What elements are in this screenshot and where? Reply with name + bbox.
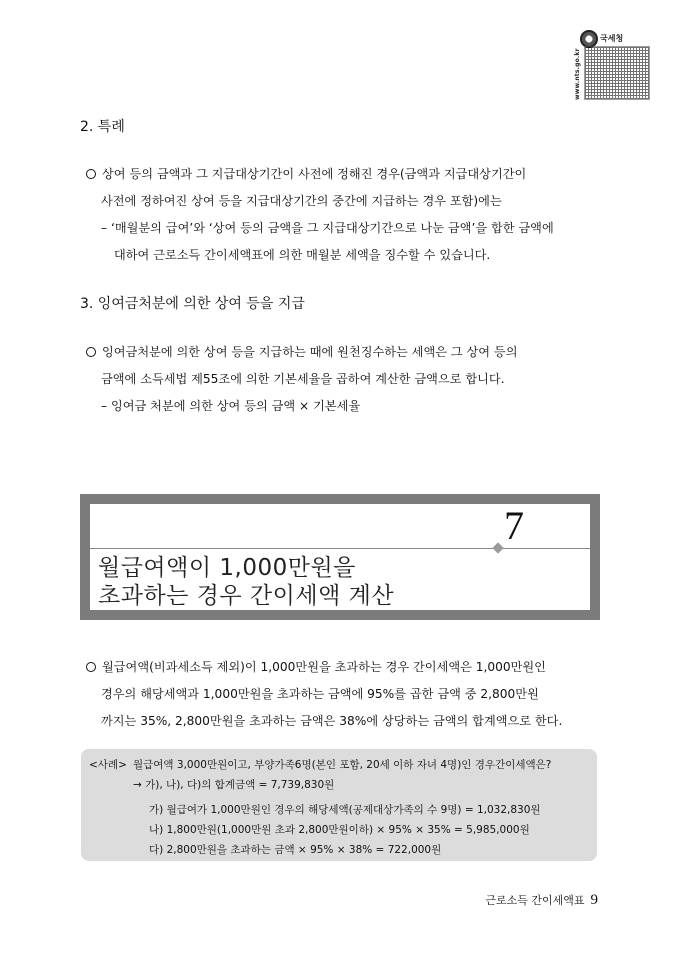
section-2-dash-line-1: – ‘매월분의 급여’와 ‘상여 등의 금액을 그 지급대상기간으로 나눈 금액’을 합한 금액에 (101, 221, 554, 235)
section-2-body (86, 161, 616, 269)
logo-url: www.nts.go.kr (574, 48, 581, 100)
nts-logo (574, 30, 650, 98)
chapter-number: 7 (504, 503, 524, 548)
section-2-dash-line-2: 대하여 근로소득 간이세액표에 의한 매월분 세액을 징수할 수 있습니다. (114, 248, 491, 262)
section-7-bullet-line-2: 경우의 해당세액과 1,000만원을 초과하는 금액에 95%를 곱한 금액 중 2,800만원 (101, 687, 539, 701)
footer-title: 근로소득 간이세액표 (485, 894, 585, 907)
example-label: <사례> (89, 759, 127, 771)
section-2-bullet-line-1: 상여 등의 금액과 그 지급대상기간이 사전에 정해진 경우(금액과 지급대상기간이 (86, 161, 616, 188)
bullet-icon (86, 347, 96, 357)
example-question: 월급여액 3,000만원이고, 부양가족6명(본인 포함, 20세 이하 자녀 4명)인 경우간이세액은? (133, 759, 552, 771)
bullet-icon (86, 662, 96, 672)
chapter-title-line-2: 초과하는 경우 간이세액 계산 (98, 583, 395, 609)
example-item-1: 가) 월급여가 1,000만원인 경우의 해당세액(공제대상가족의 수 9명) = 1,032,830원 (149, 804, 541, 816)
example-box (81, 749, 597, 861)
example-item-3: 다) 2,800만원을 초과하는 금액 × 95% × 38% = 722,000원 (149, 844, 442, 856)
qr-code-icon (584, 46, 650, 100)
chapter-header-box (80, 494, 600, 620)
section-7-bullet-line-1: 월급여액(비과세소득 제외)이 1,000만원을 초과하는 경우 간이세액은 1,000만원인 (86, 654, 616, 681)
section-3-dash-line: – 잉여금 처분에 의한 상여 등의 금액 × 기본세율 (101, 399, 361, 413)
logo-text: 국세청 (600, 34, 624, 43)
chapter-title (98, 554, 394, 610)
diamond-icon (492, 542, 503, 553)
section-3-title: 3. 잉여금처분에 의한 상여 등을 지급 (80, 296, 305, 312)
section-3-body (86, 339, 616, 420)
example-answer: → 가), 나), 다)의 합계금액 = 7,739,830원 (133, 779, 335, 791)
chapter-title-line-1: 월급여액이 1,000만원을 (98, 555, 356, 581)
page-footer (485, 892, 598, 909)
bullet-icon (86, 169, 96, 179)
example-item-2: 나) 1,800만원(1,000만원 초과 2,800만원이하) × 95% × 35% = 5,985,000원 (149, 824, 530, 836)
section-7-bullet-line-3: 까지는 35%, 2,800만원을 초과하는 금액은 38%에 상당하는 금액의 합계액으로 한다. (101, 714, 563, 728)
chapter-header-inner (90, 504, 590, 610)
section-3-bullet-line-1: 잉여금처분에 의한 상여 등을 지급하는 때에 원천징수하는 세액은 그 상여 등의 (86, 339, 616, 366)
section-2-bullet-line-2: 사전에 정하여진 상여 등을 지급대상기간의 중간에 지급하는 경우 포함)에는 (101, 194, 502, 208)
section-3-bullet-line-2: 금액에 소득세법 제55조에 의한 기본세율을 곱하여 계산한 금액으로 합니다. (101, 372, 505, 386)
page-number: 9 (590, 892, 598, 908)
section-2-title: 2. 특례 (80, 119, 125, 135)
section-7-body (86, 654, 616, 735)
